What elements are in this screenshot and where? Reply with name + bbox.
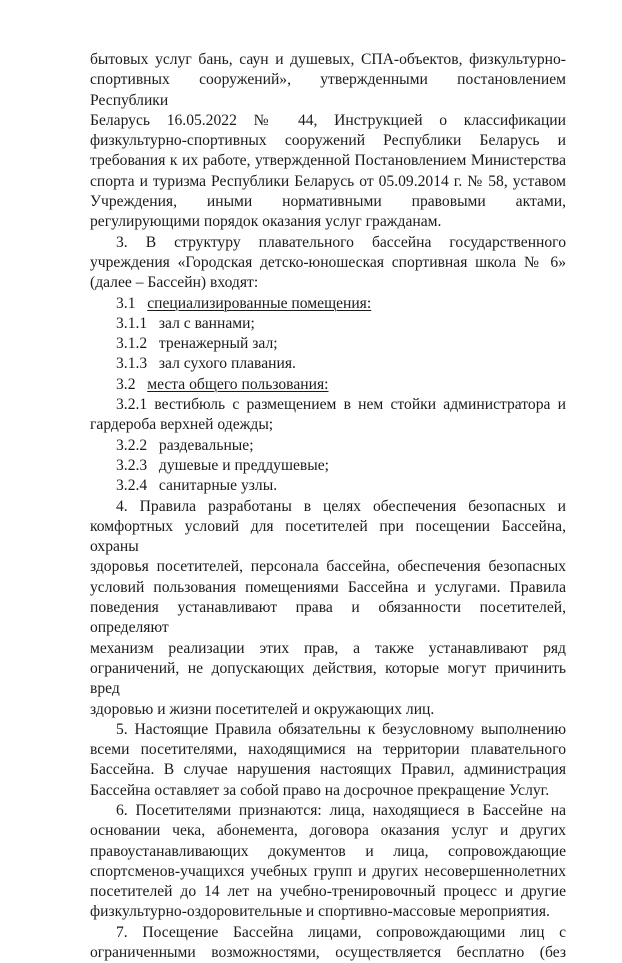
list-item-gap xyxy=(147,335,159,352)
list-item-text: тренажерный зал; xyxy=(158,335,278,353)
paragraph-line: комфортных условий для посетителей при посещении Бассейна, охраны xyxy=(90,517,566,556)
paragraph-line: 4. Правила разработаны в целях обеспечения безопасных и xyxy=(116,497,566,515)
paragraph-line: 6. Посетителями признаются: лица, находящиеся в Бассейне на xyxy=(116,801,566,819)
list-item-gap xyxy=(147,457,159,474)
list-item-text: душевые и преддушевые; xyxy=(158,456,329,474)
paragraph-line: поведения устанавливают права и обязанности посетителей, определяют xyxy=(90,599,566,637)
paragraph-line: гардероба верхней одежды; xyxy=(90,416,274,434)
list-item-number: 3.1 xyxy=(116,294,136,312)
paragraph-line: 7. Посещение Бассейна лицами, сопровождающими лиц с xyxy=(116,923,566,941)
paragraph-line: Бассейна. В случае нарушения настоящих Правил, администрация xyxy=(90,761,566,779)
paragraph-line: 3. В структуру плавательного бассейна государственного xyxy=(116,233,566,251)
list-item xyxy=(90,314,566,334)
paragraph-line: Бассейна оставляет за собой право на досрочное прекращение Услуг. xyxy=(90,781,550,799)
list-item-number: 3.1.3 xyxy=(116,355,148,373)
list-item-gap xyxy=(147,437,159,454)
list-item-number: 3.2.3 xyxy=(116,456,148,474)
paragraph-line: спортсменов-учащихся учебных групп и других несовершеннолетних xyxy=(90,862,566,880)
paragraph-line: ограничений, не допускающих действия, которые могут причинить вред xyxy=(90,659,566,698)
list-item-number: 3.1.2 xyxy=(116,335,148,353)
paragraph-line: 3.2.1 вестибюль с размещением в нем стойки администратора и xyxy=(116,396,566,414)
paragraph-line: бытовых услуг бань, саун и душевых, СПА-объектов, физкультурно- xyxy=(90,51,566,68)
list-item-number: 3.1.1 xyxy=(116,314,148,332)
list-item xyxy=(90,334,566,354)
list-item-gap xyxy=(136,295,148,312)
list-item-text: зал сухого плавания. xyxy=(158,355,296,373)
paragraph-line: ограниченными возможностями, осуществляется бесплатно (без xyxy=(90,944,566,962)
list-item-number: 3.2 xyxy=(116,375,136,393)
list-item xyxy=(90,354,566,374)
list-item-gap xyxy=(147,315,159,332)
list-item-gap xyxy=(136,376,148,393)
list-item-text: специализированные помещения: xyxy=(147,294,372,312)
list-item-number: 3.2.4 xyxy=(116,477,148,495)
paragraph-line: 5. Настоящие Правила обязательны к безусловному выполнению xyxy=(116,720,566,738)
paragraph-line: всеми посетителями, находящимися на территории плавательного xyxy=(90,741,566,759)
paragraph-line: Учреждения, иными нормативными правовыми актами, xyxy=(90,193,566,211)
list-item xyxy=(90,456,566,476)
list-item xyxy=(90,375,566,395)
paragraph-line: Беларусь 16.05.2022 № 44, Инструкцией о классификации xyxy=(90,111,566,129)
paragraph-line: условий пользования помещениями Бассейна и услугами. Правила xyxy=(90,578,566,596)
paragraph-line: физкультурно-спортивных сооружений Республики Беларусь и xyxy=(90,132,566,150)
list-item-text: места общего пользования: xyxy=(147,375,329,393)
list-item xyxy=(90,436,566,456)
paragraph-line: регулирующими порядок оказания услуг гражданам. xyxy=(90,213,442,231)
paragraph-line: (далее – Бассейн) входят: xyxy=(90,274,259,292)
paragraph-line: здоровью и жизни посетителей и окружающих лиц. xyxy=(90,700,435,718)
paragraph-line: основании чека, абонемента, договора оказания услуг и других xyxy=(90,822,566,840)
list-item-text: санитарные узлы. xyxy=(158,477,278,495)
list-item-gap xyxy=(147,355,159,372)
paragraph-line: здоровья посетителей, персонала бассейна, обеспечения безопасных xyxy=(90,558,566,576)
paragraph-line: механизм реализации этих прав, а также устанавливают ряд xyxy=(90,639,566,657)
paragraph-line: физкультурно-оздоровительные и спортивно-массовые мероприятия. xyxy=(90,903,550,921)
list-item-text: зал с ваннами; xyxy=(158,314,255,332)
paragraph-line: посетителей до 14 лет на учебно-тренировочный процесс и другие xyxy=(90,883,566,901)
list-item xyxy=(90,476,566,496)
paragraph-line: правоустанавливающих документов и лица, сопровождающие xyxy=(90,842,566,860)
paragraph-line: спорта и туризма Республики Беларусь от 05.09.2014 г. № 58, уставом xyxy=(90,172,566,190)
list-item-number: 3.2.2 xyxy=(116,436,148,454)
paragraph-line: требования к их работе, утвержденной Постановлением Министерства xyxy=(90,152,566,170)
paragraph-line: спортивных сооружений», утвержденными постановлением Республики xyxy=(90,71,566,109)
list-item-gap xyxy=(147,477,159,494)
paragraph-line: учреждения «Городская детско-юношеская спортивная школа № 6» xyxy=(90,253,566,271)
list-item xyxy=(90,294,566,314)
list-item-text: раздевальные; xyxy=(158,436,254,454)
